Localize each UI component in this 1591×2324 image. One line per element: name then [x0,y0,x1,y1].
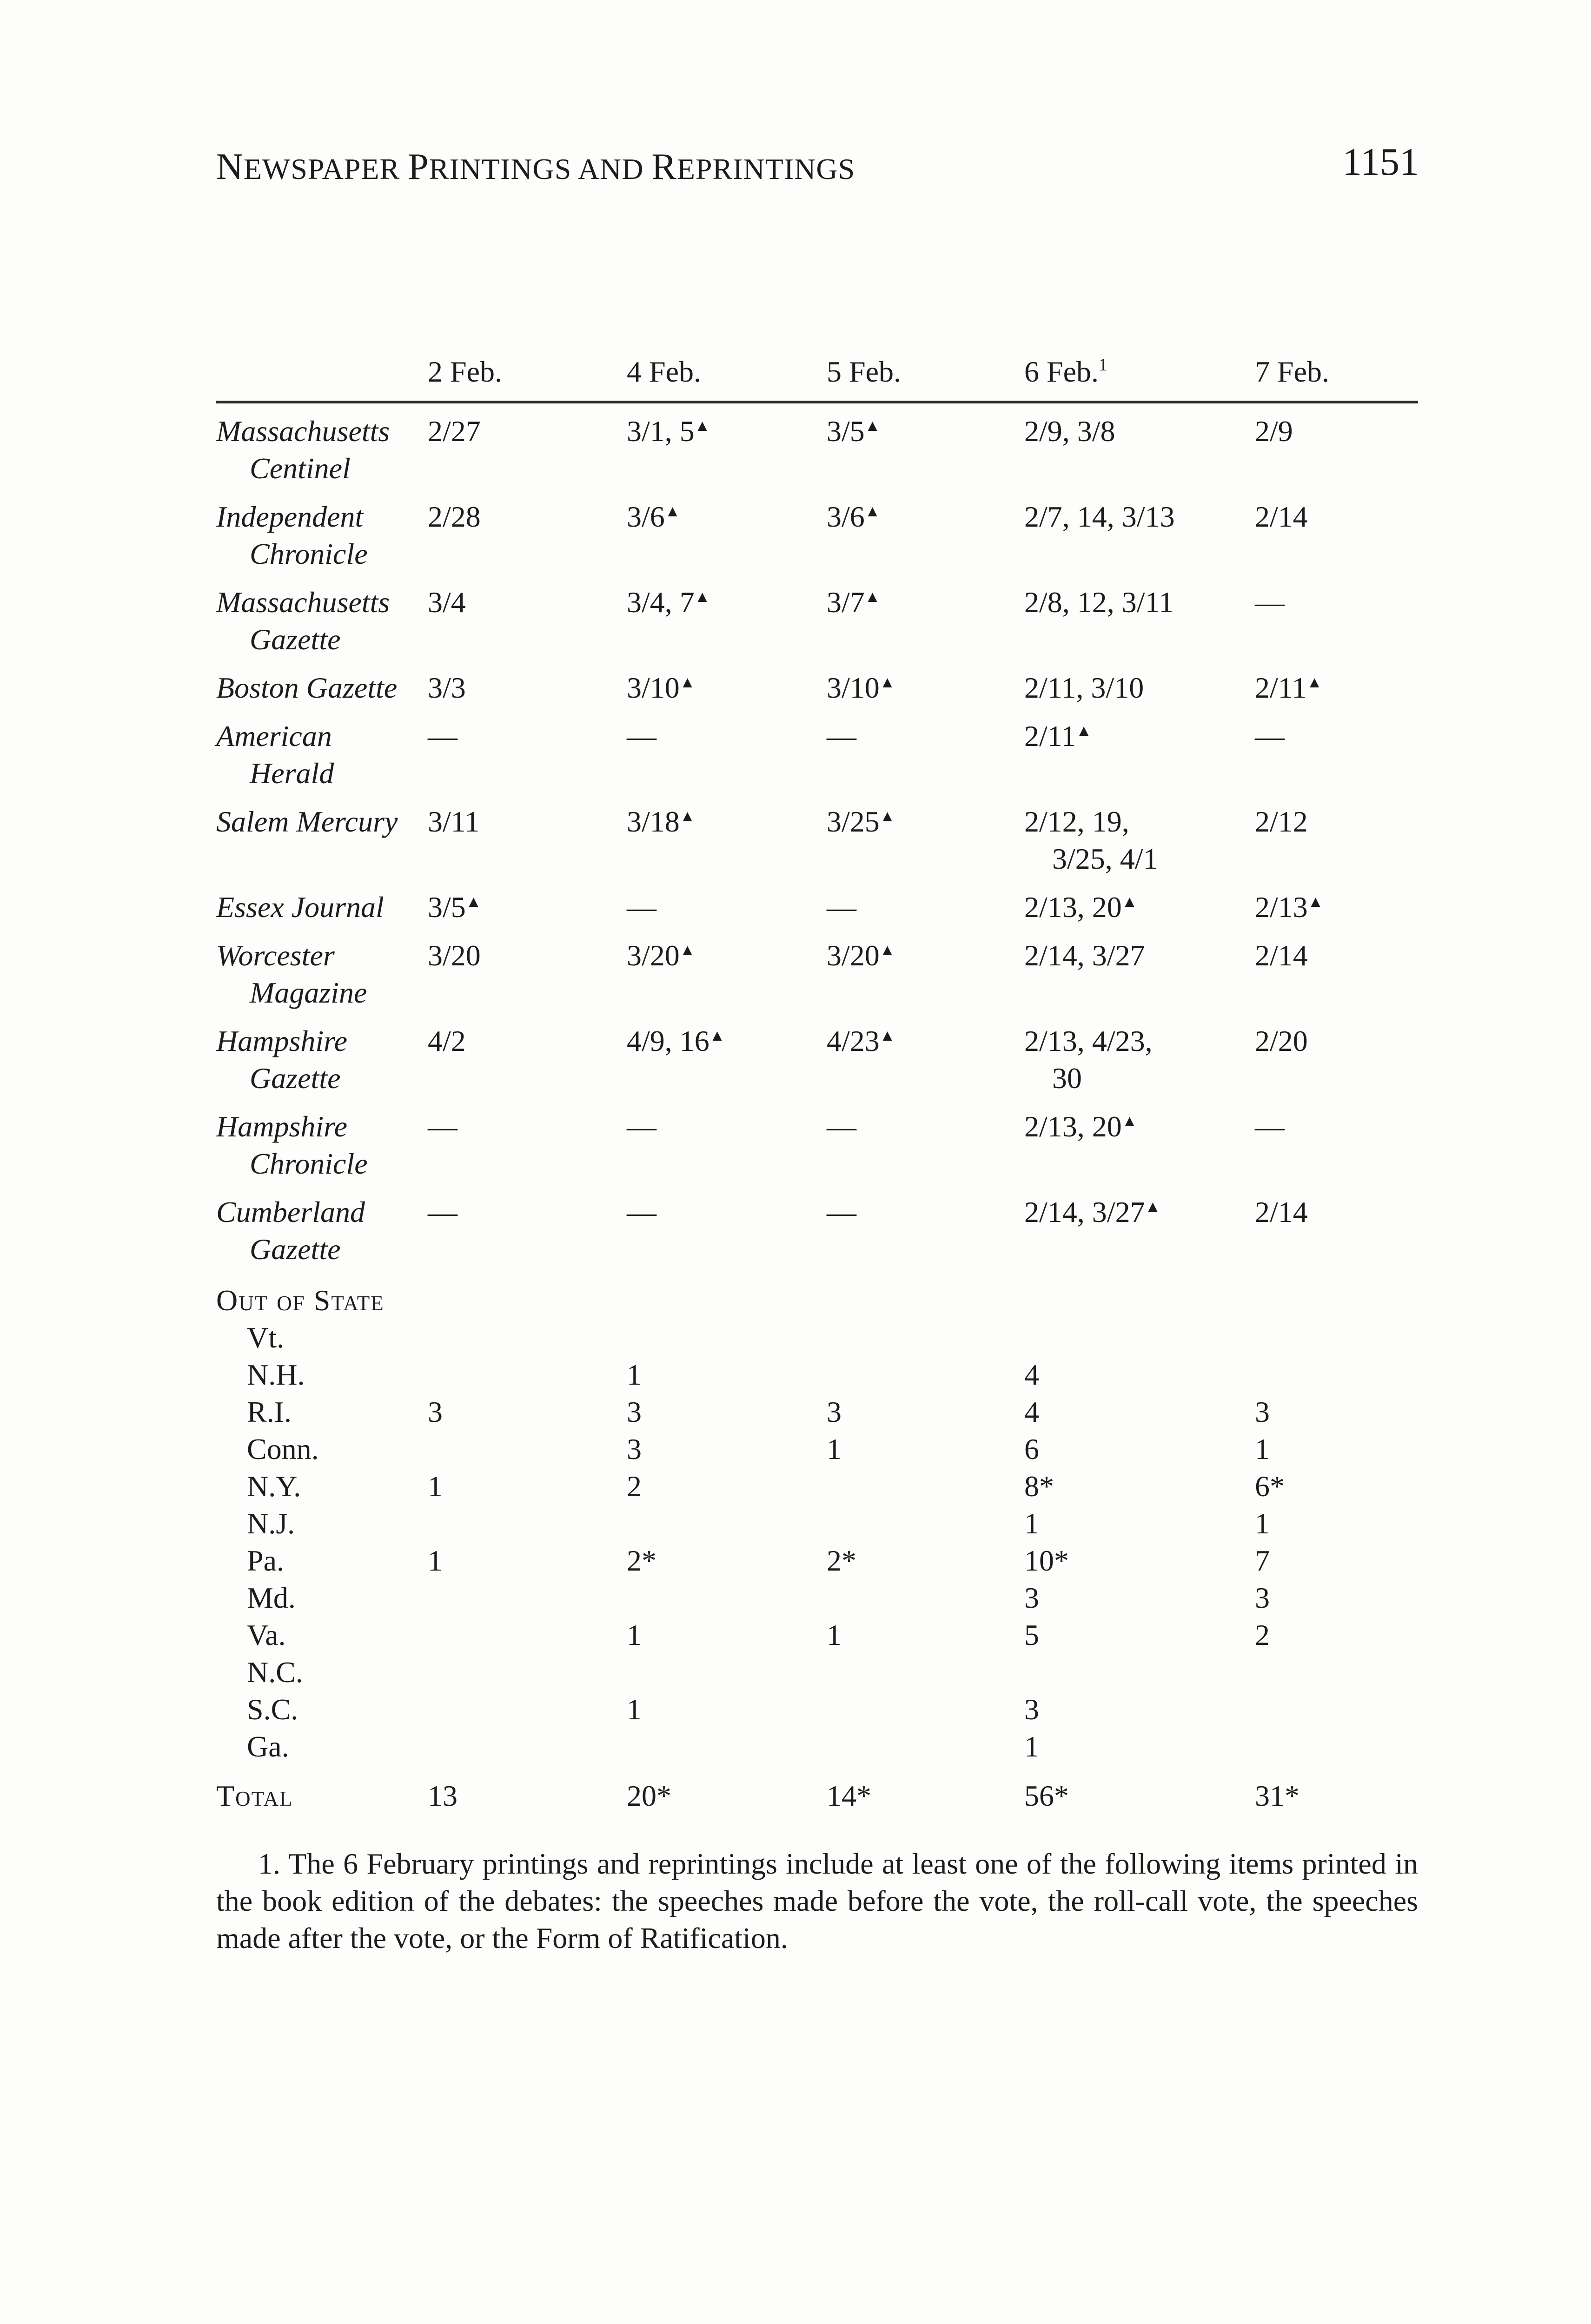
section-label: Out of State [216,1284,384,1317]
running-head-part-3: EPRINTINGS [676,152,855,185]
state-count [627,1505,827,1542]
state-count: 8* [1024,1470,1054,1503]
table-row [216,718,1418,803]
publication-marker: ▲ [879,674,895,691]
newspaper-name-line: Herald [250,757,334,790]
cell-value: 3/10 [827,671,880,704]
total-value: 14* [827,1779,871,1812]
cell-value-continuation: 30 [1052,1062,1082,1095]
publication-marker: ▲ [664,503,681,520]
newspaper-name-line: Boston Gazette [216,671,398,704]
cell-6-feb [1024,584,1255,669]
cell-7-feb [1255,402,1418,498]
newspaper-name-line: Independent [216,500,364,533]
publication-marker: ▲ [679,942,696,959]
cell-value: — [428,1195,457,1228]
cell-value: 2/12 [1255,805,1308,838]
cell-7-feb [1255,889,1418,937]
state-count [428,1728,627,1765]
cell-value: 3/25 [827,805,880,838]
newspaper-name-line: Magazine [250,976,367,1009]
newspaper-name-line: Salem Mercury [216,805,398,838]
cell-value: — [1255,1110,1285,1143]
state-count: 5 [1024,1618,1039,1651]
state-count: 2* [827,1544,856,1577]
running-head-cap-2: P [408,146,429,187]
cell-2-feb [428,1194,627,1279]
cell-value: 2/13, 20 [1024,891,1122,924]
newspaper-name [216,1108,428,1194]
cell-7-feb [1255,669,1418,718]
state-name: Vt. [247,1321,284,1354]
table-row [216,1654,1418,1691]
footnote-reference: 1 [1099,355,1107,375]
table-row [216,584,1418,669]
cell-value: 3/4 [428,586,466,619]
newspaper-name [216,937,428,1023]
cell-6-feb [1024,669,1255,718]
state-count [428,1654,627,1691]
publication-marker: ▲ [879,942,895,959]
newspaper-name [216,803,428,889]
cell-value: 2/27 [428,415,481,448]
publication-marker: ▲ [879,1027,895,1044]
cell-4-feb [627,669,827,718]
publication-marker: ▲ [879,808,895,825]
state-count: 1 [827,1433,842,1466]
state-count [627,1728,827,1765]
cell-value: 3/11 [428,805,480,838]
publication-marker: ▲ [864,588,881,606]
cell-5-feb [827,803,1024,889]
newspaper-name [216,1194,428,1279]
column-header [1024,353,1255,402]
publication-marker: ▲ [864,503,881,520]
cell-4-feb [627,1108,827,1194]
state-count: 3 [627,1433,642,1466]
state-count [428,1319,627,1356]
table-row [216,669,1418,718]
cell-5-feb [827,889,1024,937]
table-row [216,1617,1418,1654]
state-count [1255,1356,1418,1393]
column-header: 5 Feb. [827,355,901,388]
cell-2-feb [428,1108,627,1194]
state-count: 3 [1024,1581,1039,1614]
table-header-row [216,353,1418,402]
state-count: 1 [428,1544,443,1577]
state-count [1255,1728,1418,1765]
publication-marker: ▲ [1145,1198,1161,1215]
cell-value: 3/3 [428,671,466,704]
cell-value: 3/18 [627,805,680,838]
cell-value: 3/6 [827,500,865,533]
cell-2-feb [428,669,627,718]
cell-value: 3/20 [428,939,481,972]
publication-marker: ▲ [679,808,696,825]
cell-value: — [428,1110,457,1143]
cell-value: 2/12, 19, [1024,805,1129,838]
cell-value: 2/7, 14, 3/13 [1024,500,1175,533]
cell-value: 2/14, 3/27 [1024,939,1145,972]
column-header-label: 6 Feb. [1024,355,1099,388]
publication-marker: ▲ [465,893,482,911]
publication-marker: ▲ [864,417,881,435]
publication-marker: ▲ [709,1027,725,1044]
newspaper-name-line: Worcester [216,939,335,972]
section-row [216,1279,1418,1319]
table-row [216,1194,1418,1279]
publication-marker: ▲ [1076,722,1092,739]
cell-4-feb [627,584,827,669]
running-head-title [216,146,855,188]
table-row [216,402,1418,498]
cell-6-feb [1024,402,1255,498]
state-name: R.I. [247,1395,292,1428]
cell-7-feb [1255,718,1418,803]
running-head-part-2: RINTINGS AND [429,152,644,185]
table-row [216,1356,1418,1393]
cell-4-feb [627,498,827,584]
state-count [1255,1654,1418,1691]
cell-7-feb [1255,803,1418,889]
running-head-cap-1: N [216,146,244,187]
cell-5-feb [827,498,1024,584]
cell-value: 4/9, 16 [627,1024,709,1057]
table-row [216,1728,1418,1765]
state-count: 3 [1024,1693,1039,1726]
total-row [216,1765,1418,1815]
cell-value: 2/14 [1255,939,1308,972]
cell-value: 2/13 [1255,891,1308,924]
newspaper-name-line: Hampshire [216,1110,348,1143]
cell-value: 3/1, 5 [627,415,695,448]
cell-2-feb [428,889,627,937]
newspaper-name-line: Cumberland [216,1195,365,1228]
state-count [627,1319,827,1356]
state-name: Pa. [247,1544,284,1577]
cell-7-feb [1255,1194,1418,1279]
cell-6-feb [1024,803,1255,889]
newspaper-name-line: Gazette [250,1233,341,1266]
cell-6-feb [1024,1108,1255,1194]
printings-table [216,353,1418,1815]
state-count [1255,1319,1418,1356]
total-label: Total [216,1779,293,1812]
cell-5-feb [827,584,1024,669]
newspaper-name-line: Gazette [250,623,341,656]
cell-4-feb [627,889,827,937]
cell-value: 3/5 [428,891,466,924]
cell-4-feb [627,718,827,803]
running-head-cap-3: R [651,146,677,187]
state-name: Ga. [247,1730,289,1763]
newspaper-name [216,1023,428,1108]
state-count [827,1468,1024,1505]
state-count: 1 [1255,1507,1270,1540]
table-row [216,498,1418,584]
cell-value: 2/28 [428,500,481,533]
cell-2-feb [428,402,627,498]
running-head-part-1: EWSPAPER [243,152,400,185]
table-body [216,402,1418,1815]
cell-value: — [627,1195,656,1228]
publication-marker: ▲ [694,588,710,606]
state-count: 3 [1255,1581,1270,1614]
newspaper-name [216,718,428,803]
publication-marker: ▲ [1306,674,1323,691]
page-number: 1151 [1342,140,1419,184]
cell-value: — [827,720,856,753]
cell-value: 3/5 [827,415,865,448]
running-header [216,139,1419,186]
cell-value: 2/13, 20 [1024,1110,1122,1143]
cell-value: — [1255,586,1285,619]
state-count [827,1505,1024,1542]
state-count: 1 [627,1358,642,1391]
cell-value: 2/9, 3/8 [1024,415,1115,448]
table-row [216,1393,1418,1431]
cell-value: — [428,720,457,753]
state-count [827,1728,1024,1765]
publication-marker: ▲ [679,674,696,691]
cell-value: 2/14 [1255,500,1308,533]
cell-5-feb [827,669,1024,718]
total-value: 31* [1255,1779,1299,1812]
state-count [827,1579,1024,1617]
cell-5-feb [827,1194,1024,1279]
table-row [216,1542,1418,1579]
cell-value: 3/4, 7 [627,586,695,619]
newspaper-name [216,669,428,718]
newspaper-name [216,889,428,937]
footnote: 1. The 6 February printings and reprintings include at least one of the following items printed in the book edition of the debates: the speeches made before the vote, the roll-call vote, the speeches made after the vote, or the Form of Ratification. [216,1847,1418,1954]
state-count [428,1579,627,1617]
state-name: Md. [247,1581,296,1614]
state-count [1255,1691,1418,1728]
newspaper-name-line: Chronicle [250,1147,368,1180]
column-header: 2 Feb. [428,355,502,388]
cell-value: 4/2 [428,1024,466,1057]
state-count: 1 [1255,1433,1270,1466]
cell-5-feb [827,402,1024,498]
state-count: 10* [1024,1544,1069,1577]
state-count [827,1319,1024,1356]
cell-value: 2/14, 3/27 [1024,1195,1145,1228]
newspaper-name-line: Hampshire [216,1024,348,1057]
cell-value: — [627,1110,656,1143]
newspaper-name [216,584,428,669]
table-row [216,889,1418,937]
table-row [216,1023,1418,1108]
state-count [827,1691,1024,1728]
state-count [428,1617,627,1654]
cell-value: 2/20 [1255,1024,1308,1057]
state-count [428,1431,627,1468]
state-name: N.H. [247,1358,305,1391]
state-count: 7 [1255,1544,1270,1577]
cell-value: — [827,1195,856,1228]
publication-marker: ▲ [694,417,710,435]
state-name: N.J. [247,1507,295,1540]
total-value: 13 [428,1779,457,1812]
state-count: 2* [627,1544,656,1577]
newspaper-name-line: Gazette [250,1062,341,1095]
cell-6-feb [1024,1023,1255,1108]
state-count [627,1654,827,1691]
cell-2-feb [428,584,627,669]
cell-6-feb [1024,498,1255,584]
state-name: N.Y. [247,1470,301,1503]
cell-7-feb [1255,1023,1418,1108]
total-value: 56* [1024,1779,1069,1812]
table-row [216,1108,1418,1194]
table-row [216,1505,1418,1542]
cell-value: 2/9 [1255,415,1293,448]
state-count: 2 [1255,1618,1270,1651]
publication-marker: ▲ [1121,1113,1138,1130]
state-count: 4 [1024,1358,1039,1391]
state-count: 3 [428,1395,443,1428]
newspaper-name-line: Massachusetts [216,415,390,448]
cell-value: 3/7 [827,586,865,619]
table-row [216,1431,1418,1468]
cell-5-feb [827,937,1024,1023]
state-count [428,1505,627,1542]
table-row [216,937,1418,1023]
state-name: N.C. [247,1656,303,1689]
column-header: 7 Feb. [1255,355,1329,388]
cell-value: 2/14 [1255,1195,1308,1228]
cell-5-feb [827,1108,1024,1194]
total-value: 20* [627,1779,671,1812]
newspaper-name [216,402,428,498]
printings-table-container [216,353,1418,1815]
cell-4-feb [627,1194,827,1279]
state-name: Conn. [247,1433,319,1466]
cell-value: 3/6 [627,500,665,533]
cell-value: — [627,891,656,924]
cell-6-feb [1024,937,1255,1023]
cell-value: 3/20 [627,939,680,972]
column-header: 4 Feb. [627,355,701,388]
state-count: 4 [1024,1395,1039,1428]
state-count [827,1654,1024,1691]
newspaper-name-line: Centinel [250,452,351,485]
cell-2-feb [428,937,627,1023]
cell-value: — [827,891,856,924]
cell-4-feb [627,1023,827,1108]
state-count [827,1356,1024,1393]
state-count: 1 [627,1618,642,1651]
state-count: 1 [1024,1730,1039,1763]
cell-value: 2/11 [1255,671,1307,704]
state-count: 3 [627,1395,642,1428]
state-count [1024,1319,1255,1356]
state-count [428,1691,627,1728]
cell-2-feb [428,1023,627,1108]
cell-2-feb [428,803,627,889]
state-count [627,1579,827,1617]
state-name: Va. [247,1618,286,1651]
cell-6-feb [1024,1194,1255,1279]
cell-value: — [827,1110,856,1143]
table-row [216,1579,1418,1617]
cell-value: 2/11, 3/10 [1024,671,1144,704]
table-row [216,1468,1418,1505]
cell-5-feb [827,1023,1024,1108]
state-count: 1 [627,1693,642,1726]
state-count [428,1356,627,1393]
table-row [216,1691,1418,1728]
header-blank [216,353,428,402]
cell-6-feb [1024,889,1255,937]
cell-7-feb [1255,584,1418,669]
state-name: S.C. [247,1693,298,1726]
cell-7-feb [1255,1108,1418,1194]
state-count: 1 [428,1470,443,1503]
newspaper-name [216,498,428,584]
cell-value: — [1255,720,1285,753]
state-count: 1 [827,1618,842,1651]
cell-value: 2/11 [1024,720,1076,753]
table-row [216,803,1418,889]
cell-4-feb [627,402,827,498]
publication-marker: ▲ [1121,893,1138,911]
cell-6-feb [1024,718,1255,803]
state-count: 6 [1024,1433,1039,1466]
cell-5-feb [827,718,1024,803]
state-count [1024,1654,1255,1691]
cell-4-feb [627,937,827,1023]
cell-value: 3/10 [627,671,680,704]
state-count: 3 [1255,1395,1270,1428]
cell-4-feb [627,803,827,889]
state-count: 6* [1255,1470,1285,1503]
cell-2-feb [428,498,627,584]
newspaper-name-line: Massachusetts [216,586,390,619]
state-count: 3 [827,1395,842,1428]
state-count: 2 [627,1470,642,1503]
cell-2-feb [428,718,627,803]
cell-7-feb [1255,937,1418,1023]
cell-value: 2/13, 4/23, [1024,1024,1153,1057]
state-count: 1 [1024,1507,1039,1540]
cell-value: 4/23 [827,1024,880,1057]
publication-marker: ▲ [1307,893,1324,911]
newspaper-name-line: American [216,720,332,753]
table-row [216,1319,1418,1356]
cell-7-feb [1255,498,1418,584]
newspaper-name-line: Chronicle [250,537,368,570]
cell-value: 2/8, 12, 3/11 [1024,586,1174,619]
newspaper-name-line: Essex Journal [216,891,384,924]
cell-value: 3/20 [827,939,880,972]
cell-value-continuation: 3/25, 4/1 [1052,842,1158,875]
cell-value: — [627,720,656,753]
